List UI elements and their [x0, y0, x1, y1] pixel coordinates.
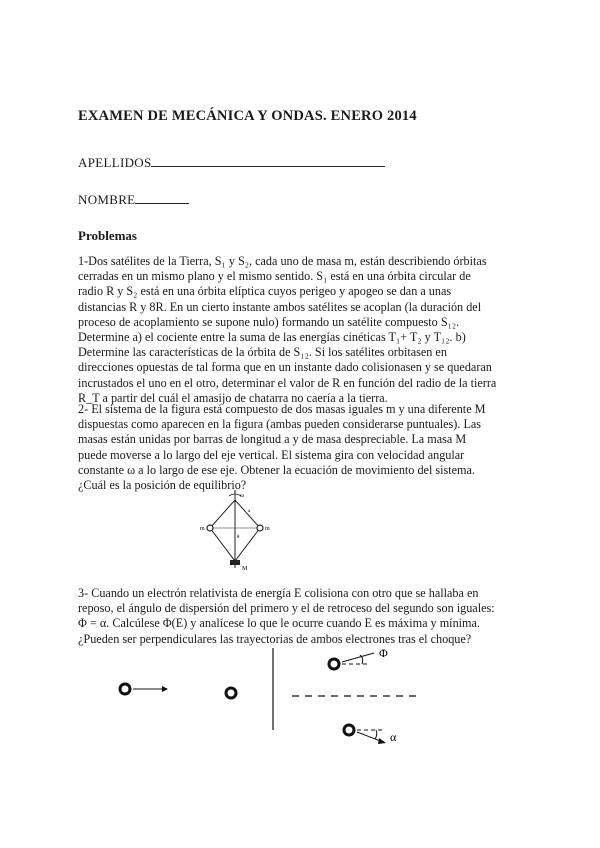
nombre-field [78, 192, 189, 208]
m-left-label: m [200, 526, 205, 532]
target-electron [226, 688, 236, 698]
scattered-trajectory [342, 653, 374, 662]
a-label: a [248, 509, 251, 514]
problem-1-text: 1-Dos satélites de la Tierra, S₁ y S₂, cada uno de masa m, están describiendo órbitas cerradas en un mismo plano y el mismo sentido. S₁ está en una órbita circular de radio R y S₂ está en una órbita elíptica cuyos perigeo y apogeo se dan a unas distancias R y 8R. En un cierto instante ambos satélites se acoplan (la duración del proceso de acoplamiento se supone nulo) formando un satélite compuesto S₁₂. Determine a) el cociente entre la suma de las energías cinéticas T₁+ T₂ y T₁₂. b) Determine las características de la órbita de S₁₂. Si los satélites orbitasen en direcciones opuestas de tal forma que en un instante dado colisionasen y se quedaran incrustados el uno en el otro, determinar el valor de R en función del radio de la tierra R_T a partir del cuál el amasijo de chatarra no caería a la tierra. [78, 254, 497, 405]
apellidos-label: APELLIDOS [78, 155, 152, 170]
exam-title: EXAMEN DE MECÁNICA Y ONDAS. ENERO 2014 [78, 108, 417, 124]
rhombus-figure [190, 488, 290, 578]
collision-figure [100, 640, 480, 750]
incident-arrow-head [162, 686, 168, 692]
theta-label: θ [237, 535, 240, 540]
incident-electron [120, 684, 130, 694]
m-right-label: m [265, 526, 270, 532]
mass-m-left [207, 525, 213, 531]
recoil-arrow-head [378, 738, 386, 744]
recoil-electron [344, 725, 354, 735]
phi-label: Φ [379, 646, 388, 660]
alpha-label: α [390, 730, 397, 744]
apellidos-blank-line [151, 165, 385, 167]
scattered-electron [329, 659, 339, 669]
M-label: M [242, 566, 248, 572]
section-title: Problemas [78, 228, 137, 243]
mass-M-block [230, 560, 240, 565]
problem-2 [78, 402, 498, 493]
mass-m-right [257, 525, 263, 531]
apellidos-field [78, 155, 385, 171]
problem-3-text: 3- Cuando un electrón relativista de energía E colisiona con otro que se hallaba en reposo, el ángulo de dispersión del primero y el de retroceso del segundo son iguales: Φ = α. Calcúlese Φ(E) y analícese lo que le ocurre cuando E es máxima y mínima. ¿Pueden ser perpendiculares las trayectorias de ambos electrones tras el choque? [78, 586, 495, 646]
problem-3 [78, 586, 498, 647]
problem-2-text: 2- El sistema de la figura está compuesto de dos masas iguales m y una diferente M dispuestas como aparecen en la figura (ambas pueden considerarse puntuales). Las masas están unidas por barras de longitud a y de masa despreciable. La masa M puede moverse a lo largo del eje vertical. El sistema gira con velocidad angular constante ω a lo largo de ese eje. Obtener la ecuación de movimiento del sistema. ¿Cuál es la posición de equilibrio? [78, 402, 486, 493]
omega-label: ω [240, 493, 244, 499]
alpha-arc [375, 730, 377, 739]
nombre-label: NOMBRE [78, 192, 136, 207]
problem-1 [78, 254, 498, 406]
nombre-blank-line [135, 202, 189, 204]
